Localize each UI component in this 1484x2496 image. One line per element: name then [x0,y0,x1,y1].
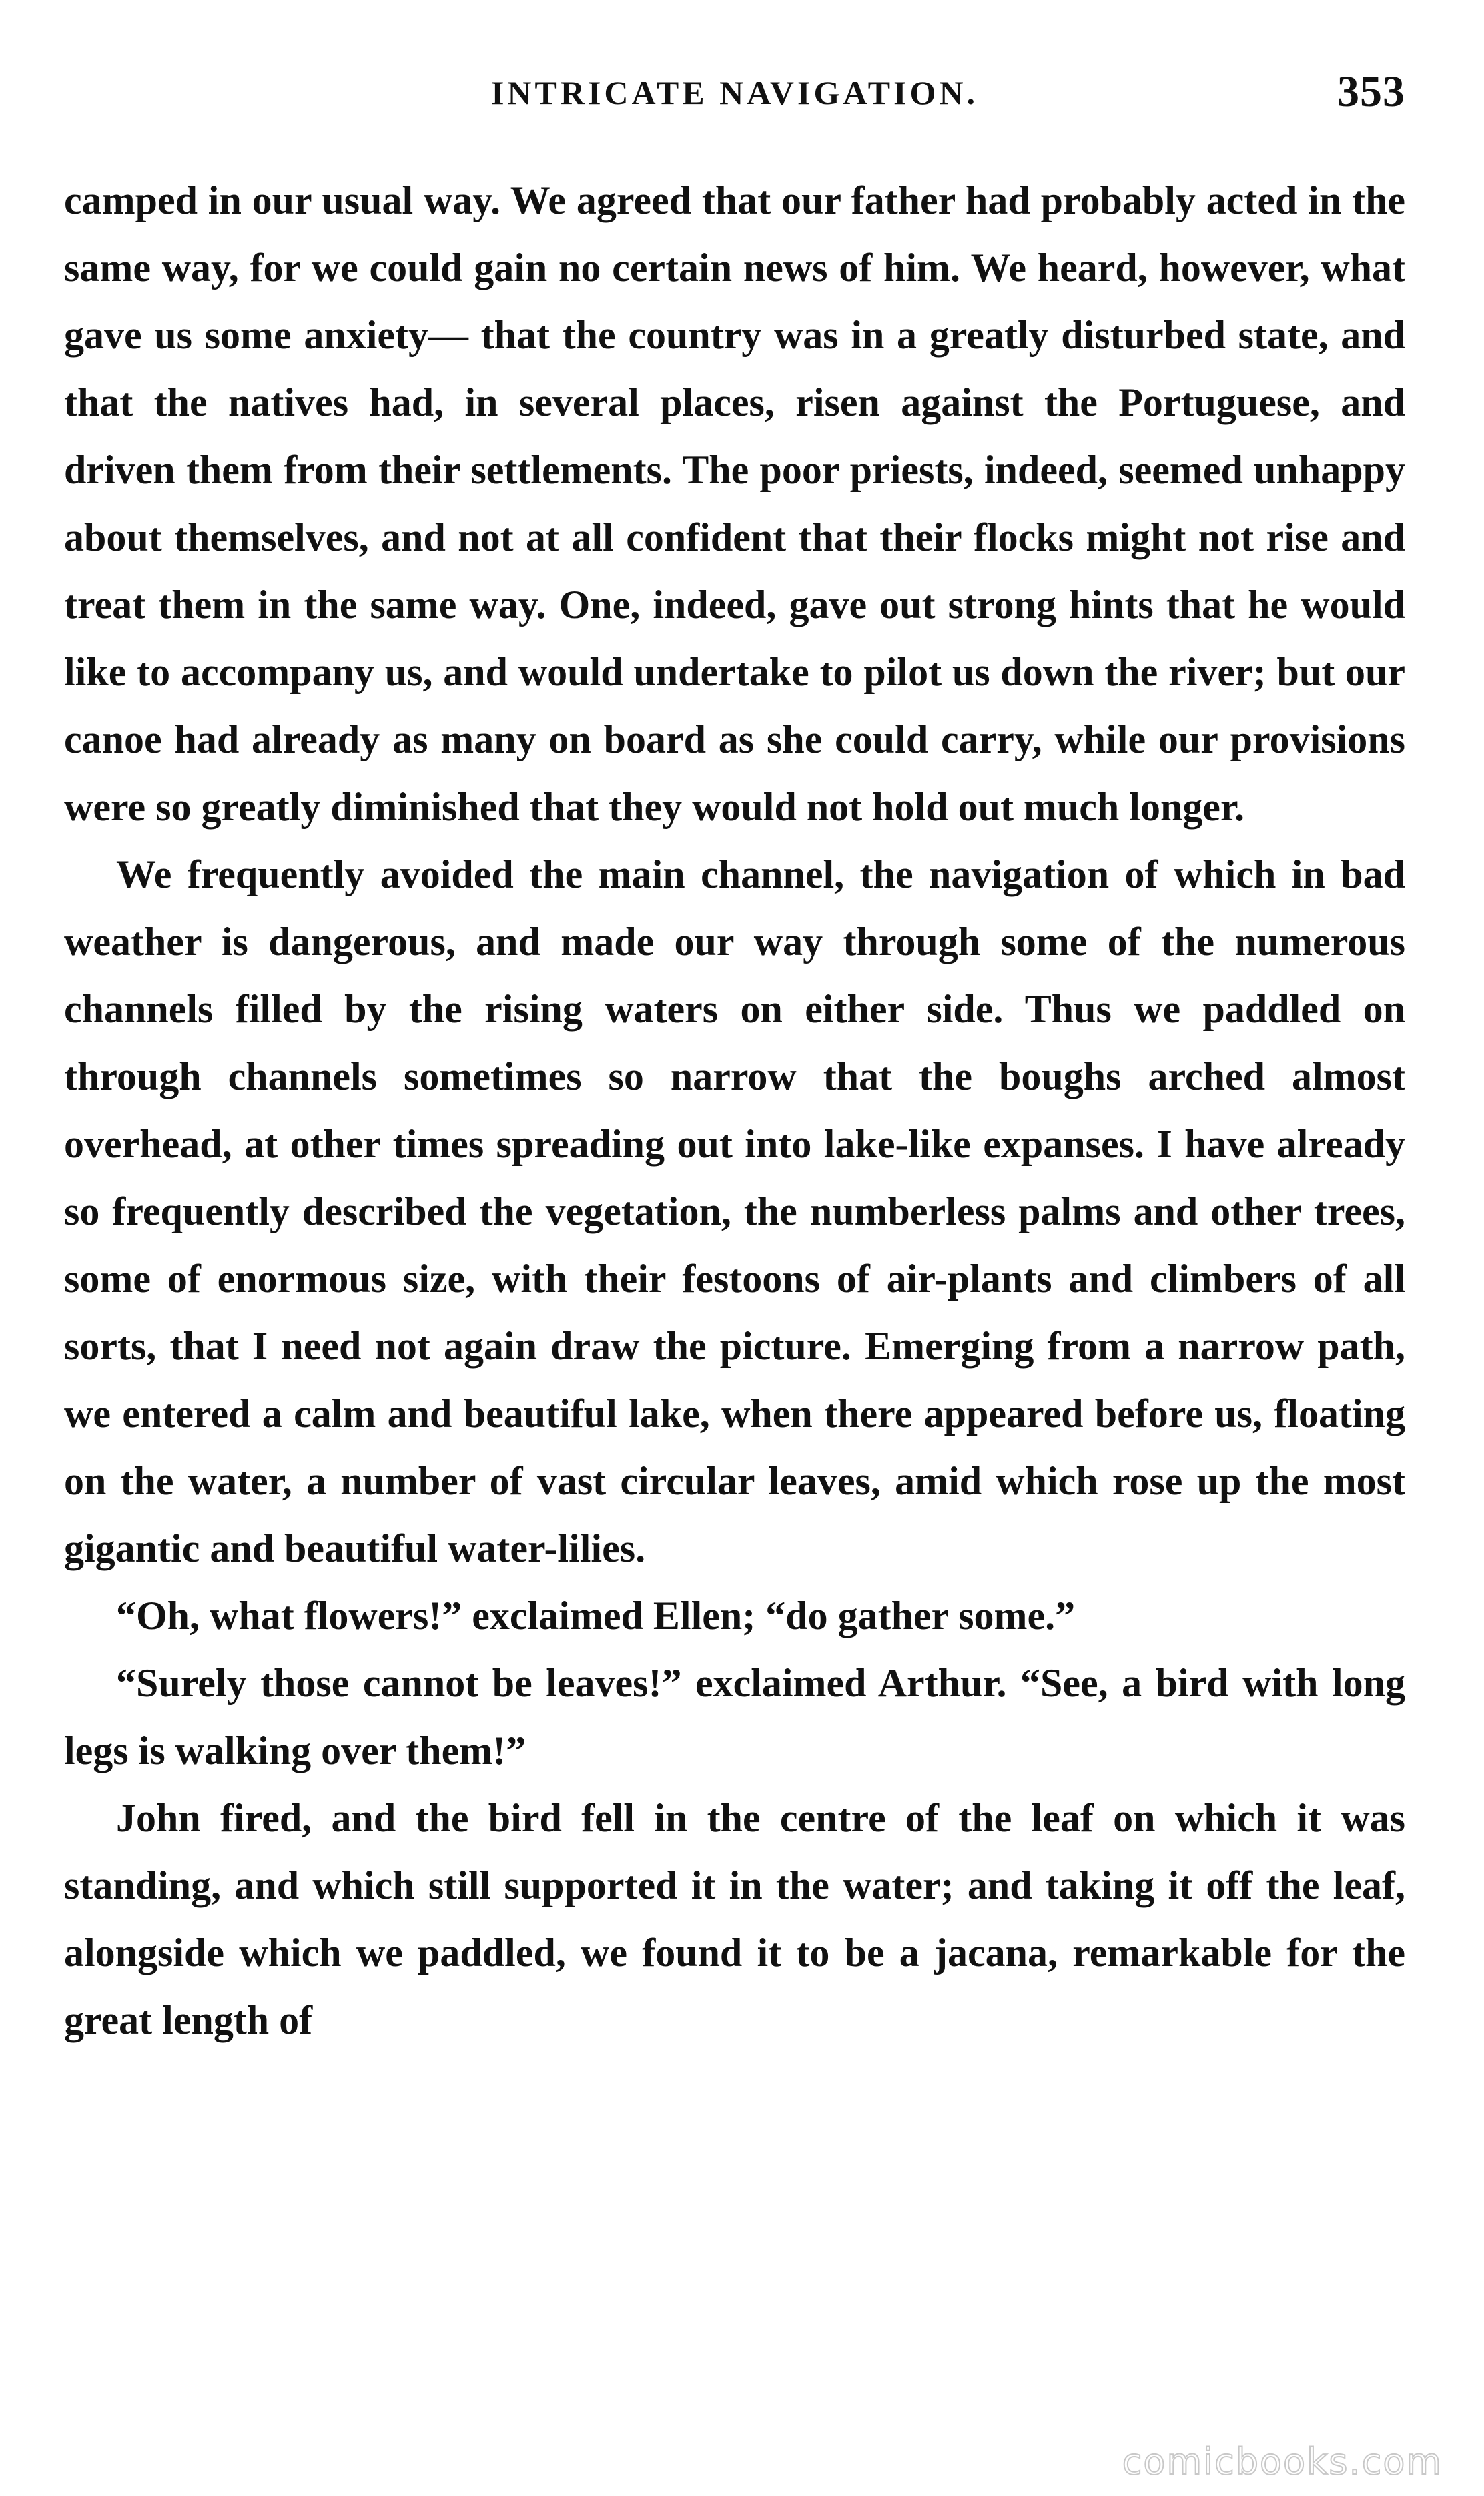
paragraph-2: We frequently avoided the main channel, the navigation of which in bad weather is dangerous, and made our way through some of the numerous channels filled by the rising waters on either side. Thus we paddled on through channels sometimes so narrow that the boughs arched almost overhead, at other times spreading out into lake-like expanses. I have already so frequently described the vegetation, the numberless palms and other trees, some of enormous size, with their festoons of air-plants and climbers of all sorts, that I need not again draw the picture. Emerging from a narrow path, we entered a calm and beautiful lake, when there appeared before us, floating on the water, a number of vast circular leaves, amid which rose up the most gigantic and beautiful water-lilies. [64,852,1405,1570]
watermark: comicbooks.com [1122,2441,1443,2483]
paragraph-4: “Surely those cannot be leaves!” exclaimed Arthur. “See, a bird with long legs is walking over them!” [64,1661,1405,1773]
page-header [64,61,1405,135]
running-title: INTRICATE NAVIGATION. [490,74,979,111]
paragraph-5: John fired, and the bird fell in the centre of the leaf on which it was standing, and which still supported it in the water; and taking it off the leaf, alongside which we paddled, we found it to be a jacana, remarkable for the great length of [64,1796,1405,2042]
page-number: 353 [1337,67,1405,116]
paragraph-1: camped in our usual way. We agreed that our father had probably acted in the same way, for we could gain no certain news of him. We heard, however, what gave us some anxiety— that the country was in a greatly disturbed state, and that the natives had, in several places, risen against the Portuguese, and driven them from their settlements. The poor priests, indeed, seemed unhappy about themselves, and not at all confident that their flocks might not rise and treat them in the same way. One, indeed, gave out strong hints that he would like to accompany us, and would undertake to pilot us down the river; but our canoe had already as many on board as she could carry, while our provisions were so greatly diminished that they would not hold out much longer. [64,178,1405,829]
body-text [64,167,1405,2336]
paragraph-3: “Oh, what flowers!” exclaimed Ellen; “do gather some.” [116,1594,1076,1638]
